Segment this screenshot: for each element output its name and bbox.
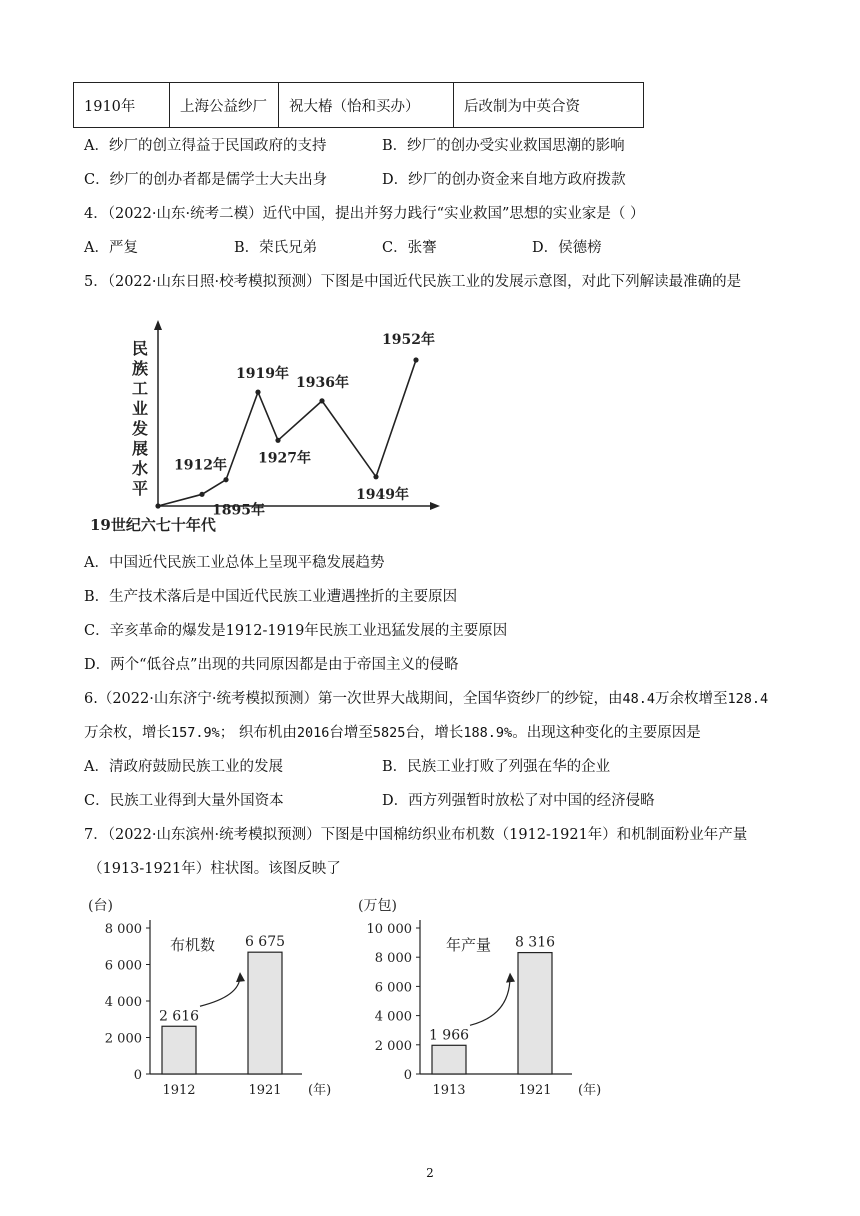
y-axis-label-char: 族: [131, 359, 149, 378]
q6-option-d: D．西方列强暂时放松了对中国的经济侵略: [382, 793, 655, 809]
factory-table: [73, 82, 644, 128]
q3-option-c: C．纱厂的创办者都是儒学士大夫出身: [84, 172, 328, 188]
x-tick-label: 1912: [162, 1083, 196, 1098]
flour-output-bar-chart: [350, 892, 620, 1104]
point-label: 1936年: [296, 374, 349, 391]
point-label: 1895年: [212, 502, 265, 519]
x-axis-arrow: [430, 502, 440, 510]
y-axis-label-char: 展: [131, 439, 149, 458]
q5-stem: 5．（2022·山东日照·校考模拟预测）下图是中国近代民族工业的发展示意图，对此下列解读最准确的是: [84, 274, 742, 290]
q5-option-a: A．中国近代民族工业总体上呈现平稳发展趋势: [84, 555, 385, 571]
data-point: [319, 398, 324, 403]
y-tick-label: 4 000: [374, 1009, 412, 1025]
growth-arrowhead: [506, 973, 515, 983]
x-tick-label: 1913: [432, 1083, 466, 1098]
y-axis-arrow: [154, 320, 162, 330]
y-tick-label: 0: [403, 1068, 412, 1083]
y-tick-label: 6 000: [104, 958, 142, 974]
point-label: 1952年: [382, 332, 435, 348]
x-tick-label: 1921: [248, 1083, 282, 1098]
q5-option-b: B．生产技术落后是中国近代民族工业遭遇挫折的主要原因: [84, 589, 458, 605]
q3-option-d: D．纱厂的创办资金来自地方政府拨款: [382, 172, 626, 188]
y-axis-label-char: 水: [131, 459, 149, 478]
page-number: 2: [426, 1166, 434, 1180]
data-point: [223, 477, 228, 482]
bar-value-label: 8 316: [514, 934, 556, 951]
y-tick-label: 10 000: [366, 922, 412, 937]
y-tick-label: 0: [133, 1068, 142, 1083]
q6-option-b: B．民族工业打败了列强在华的企业: [382, 759, 611, 775]
y-axis-label-char: 发: [131, 419, 149, 438]
data-point: [255, 390, 260, 395]
q6-stem-line1: 6.（2022·山东济宁·统考模拟预测）第一次世界大战期间，全国华资纱厂的纱锭，由48.4万余枚增至128.4: [84, 691, 769, 707]
bar: [518, 953, 552, 1074]
growth-arrow: [200, 976, 240, 1006]
q5-option-d: D．两个“低谷点”出现的共同原因都是由于帝国主义的侵略: [84, 657, 459, 673]
point-label: 1919年: [236, 366, 289, 383]
q4-option-b: B．荣氏兄弟: [234, 240, 318, 256]
table-cell-founder: 祝大椿（怡和买办）: [279, 83, 454, 128]
bar-value-label: 1 966: [428, 1027, 470, 1044]
loom-count-bar-chart: [80, 892, 350, 1104]
y-unit-label: (台): [88, 898, 113, 914]
q7-stem-line2: （1913-1921年）柱状图。该图反映了: [88, 861, 341, 877]
y-tick-label: 2 000: [374, 1038, 412, 1054]
x-tick-label: 1921: [518, 1083, 552, 1098]
bar: [248, 952, 282, 1074]
table-cell-year: 1910年: [74, 83, 170, 128]
data-point: [155, 503, 160, 508]
q4-option-d: D．侯德榜: [532, 240, 602, 256]
y-unit-label: (万包): [358, 898, 397, 914]
y-tick-label: 8 000: [104, 922, 142, 937]
q4-option-a: A．严复: [84, 240, 138, 256]
x-unit-label: (年): [578, 1083, 602, 1098]
y-axis-label-char: 平: [131, 479, 149, 498]
q3-option-b: B．纱厂的创办受实业救国思潮的影响: [382, 138, 625, 154]
data-point: [275, 438, 280, 443]
y-axis-label-char: 业: [131, 399, 149, 418]
point-label: 1912年: [174, 457, 227, 474]
point-label: 1927年: [258, 450, 311, 467]
y-tick-label: 4 000: [104, 995, 142, 1010]
y-axis-label-char: 工: [131, 379, 149, 398]
q3-option-a: A．纱厂的创立得益于民国政府的支持: [84, 138, 327, 154]
growth-arrow: [470, 977, 510, 1026]
table-row: [74, 83, 644, 128]
x-unit-label: (年): [308, 1083, 332, 1098]
industry-development-line-chart: [80, 312, 460, 544]
bar: [162, 1026, 196, 1074]
point-label: 1949年: [356, 486, 409, 503]
data-point: [199, 492, 204, 497]
bar-value-label: 2 616: [158, 1008, 200, 1025]
q7-stem-line1: 7．（2022·山东滨州·统考模拟预测）下图是中国棉纺织业布机数（1912-1921年）和机制面粉业年产量: [84, 827, 748, 843]
chart-title: 布机数: [170, 936, 216, 954]
y-tick-label: 8 000: [374, 951, 412, 967]
q4-option-c: C．张謇: [382, 240, 437, 256]
q6-option-a: A．清政府鼓励民族工业的发展: [84, 759, 283, 775]
growth-arrowhead: [236, 972, 245, 982]
q6-stem-line2: 万余枚，增长157.9%； 织布机由2016台增至5825台，增长188.9%。出现这种变化的主要原因是: [84, 725, 701, 741]
bar: [432, 1045, 466, 1074]
y-tick-label: 2 000: [104, 1031, 142, 1047]
data-point: [413, 357, 418, 362]
y-tick-label: 6 000: [374, 980, 412, 996]
y-axis-label-char: 民: [131, 339, 149, 358]
x-axis-label: 19世纪六七十年代: [90, 516, 216, 534]
data-point: [373, 474, 378, 479]
chart-title: 年产量: [446, 936, 492, 954]
q4-stem: 4．（2022·山东·统考二模）近代中国，提出并努力践行“实业救国”思想的实业家是（ ）: [84, 206, 645, 222]
bar-value-label: 6 675: [244, 934, 286, 951]
table-cell-factory: 上海公益纱厂: [170, 83, 279, 128]
table-cell-note: 后改制为中英合资: [454, 83, 644, 128]
q6-option-c: C．民族工业得到大量外国资本: [84, 793, 284, 809]
q5-option-c: C．辛亥革命的爆发是1912-1919年民族工业迅猛发展的主要原因: [84, 623, 508, 639]
